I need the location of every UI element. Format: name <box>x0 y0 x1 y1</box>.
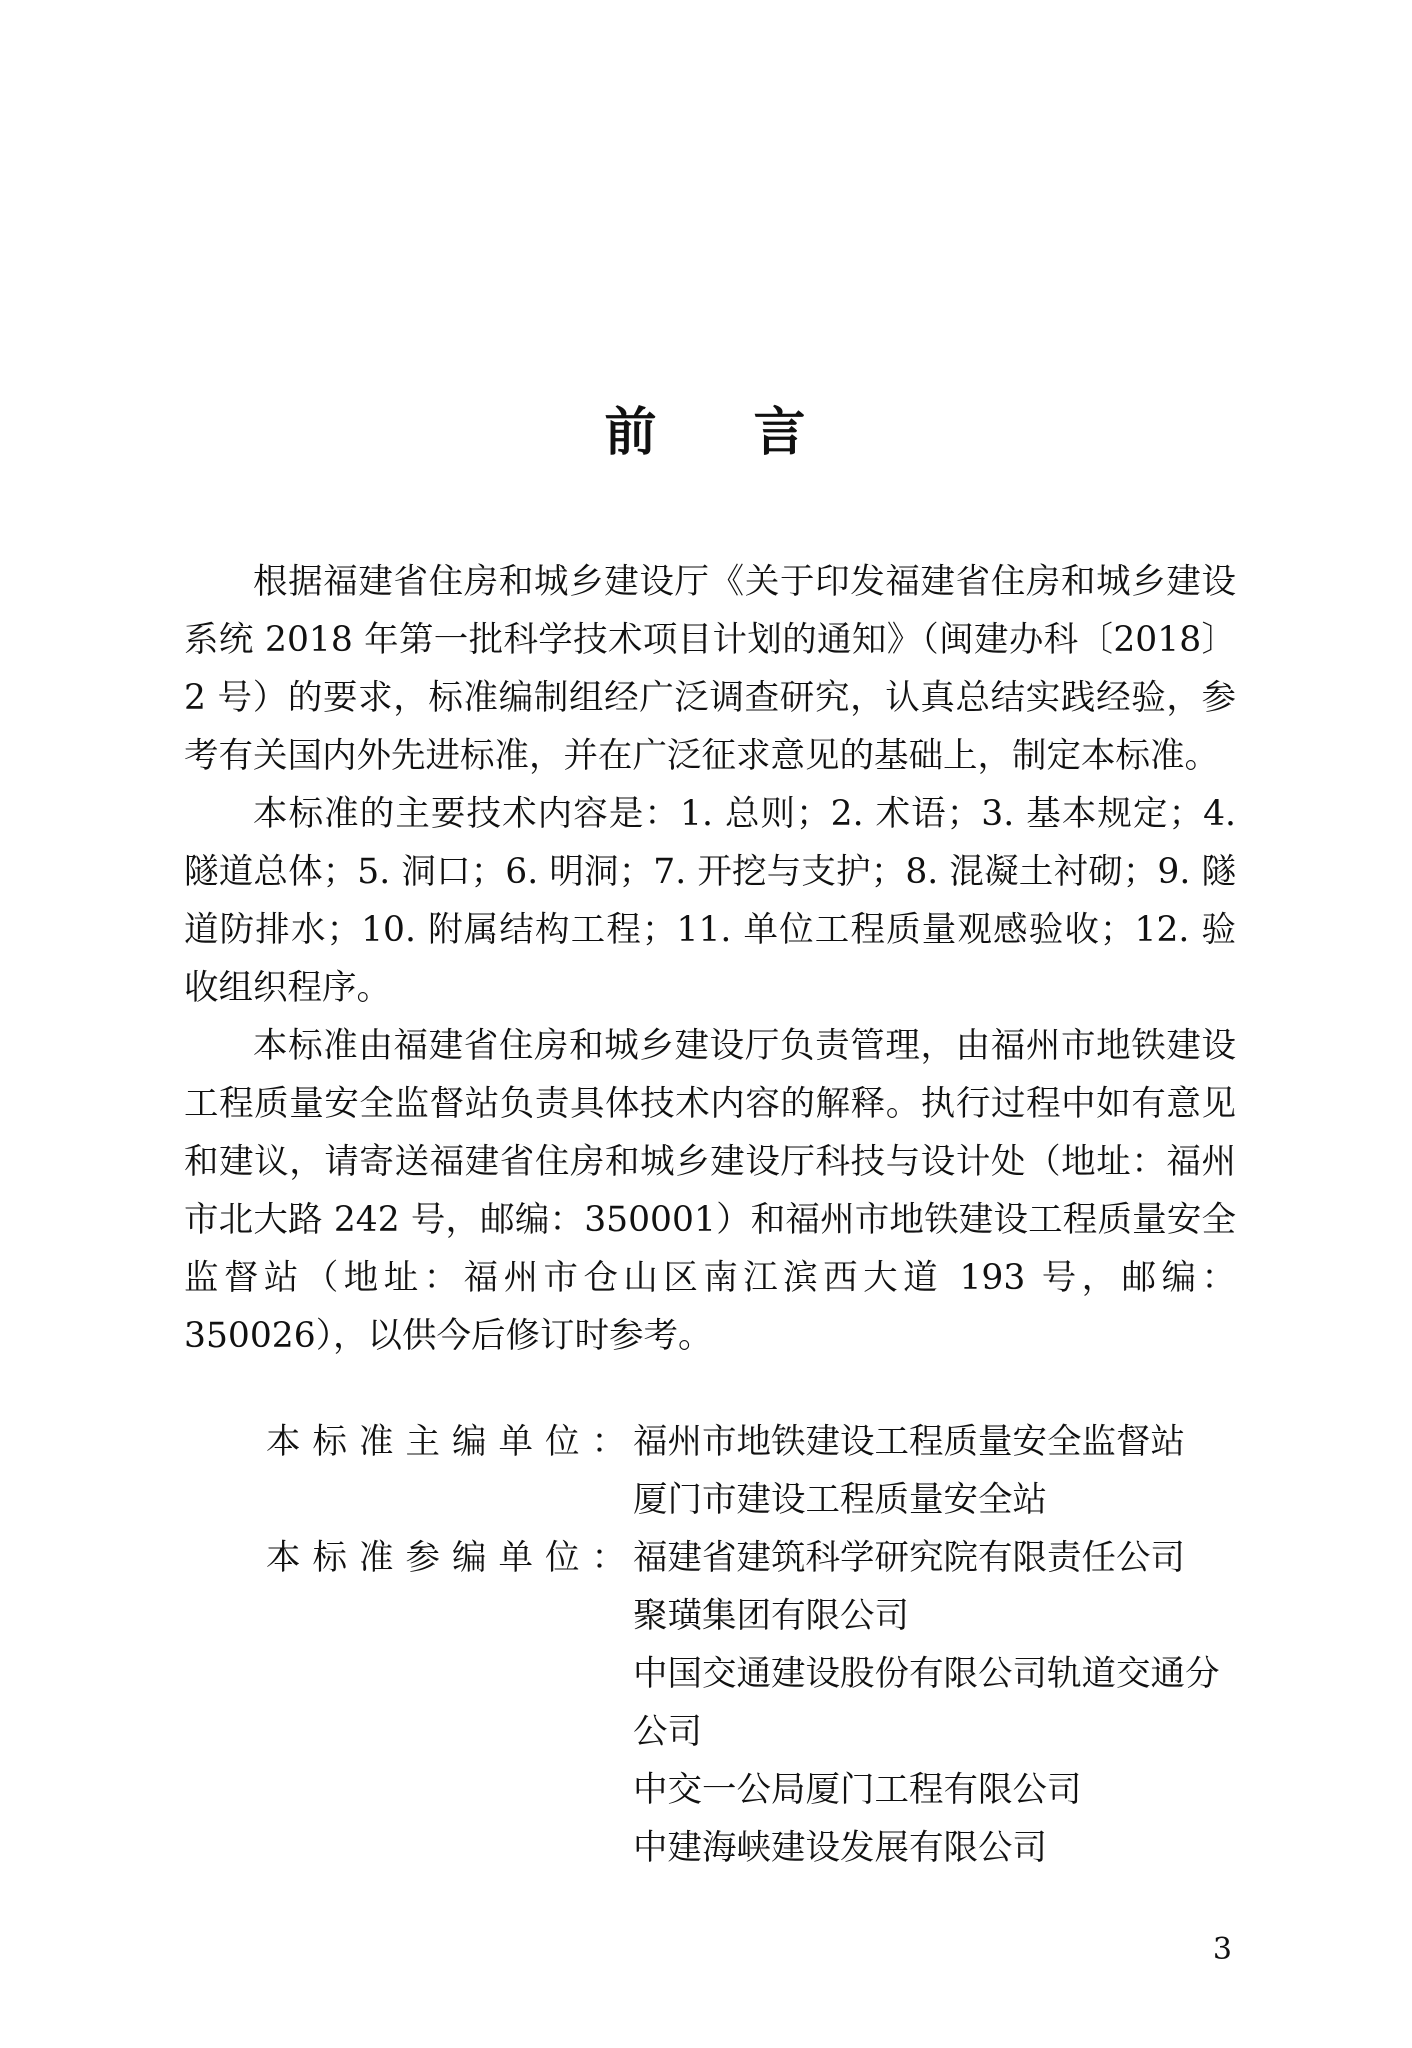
participating-editor-row <box>184 1529 1236 1877</box>
participating-editor-unit: 中建海峡建设发展有限公司 <box>633 1828 1047 1868</box>
chief-editor-unit: 厦门市建设工程质量安全站 <box>633 1480 1047 1520</box>
chief-editor-units <box>633 1413 1236 1529</box>
chief-editor-row <box>184 1413 1236 1529</box>
paragraph-management: 本标准由福建省住房和城乡建设厅负责管理，由福州市地铁建设工程质量安全监督站负责具体技术内容的解释。执行过程中如有意见和建议，请寄送福建省住房和城乡建设厅科技与设计处（地址：福州市北大路 242 号，邮编：350001）和福州市地铁建设工程质量安全监督站（地址：福州市仓山区南江滨西大道 193 号，邮编：350026），以供今后修订时参考。 <box>184 1026 1236 1356</box>
editor-units <box>184 1413 1236 1877</box>
chief-editor-unit: 福州市地铁建设工程质量安全监督站 <box>633 1422 1185 1462</box>
title-char-2: 言 <box>753 402 808 463</box>
preface-body <box>184 553 1236 1365</box>
page-title <box>0 398 1412 468</box>
page-number: 3 <box>1212 1932 1232 1967</box>
participating-editor-unit: 中交一公局厦门工程有限公司 <box>633 1770 1082 1810</box>
participating-editor-unit: 聚璜集团有限公司 <box>633 1596 909 1636</box>
participating-editor-unit: 福建省建筑科学研究院有限责任公司 <box>633 1538 1185 1578</box>
participating-editor-label: 本标准参编单位： <box>266 1538 638 1578</box>
paragraph-basis: 根据福建省住房和城乡建设厅《关于印发福建省住房和城乡建设系统 2018 年第一批科学技术项目计划的通知》（闽建办科〔2018〕2 号）的要求，标准编制组经广泛调查研究，认真总结实践经验，参考有关国内外先进标准，并在广泛征求意见的基础上，制定本标准。 <box>184 562 1236 776</box>
paragraph-contents: 本标准的主要技术内容是：1. 总则；2. 术语；3. 基本规定；4. 隧道总体；5. 洞口；6. 明洞；7. 开挖与支护；8. 混凝土衬砌；9. 隧道防排水；10. 附属结构工程；11. 单位工程质量观感验收；12. 验收组织程序。 <box>184 794 1236 1008</box>
participating-editor-unit: 中国交通建设股份有限公司轨道交通分公司 <box>633 1654 1220 1752</box>
chief-editor-label: 本标准主编单位： <box>266 1422 638 1462</box>
title-char-1: 前 <box>604 402 659 463</box>
participating-editor-units <box>633 1529 1236 1877</box>
